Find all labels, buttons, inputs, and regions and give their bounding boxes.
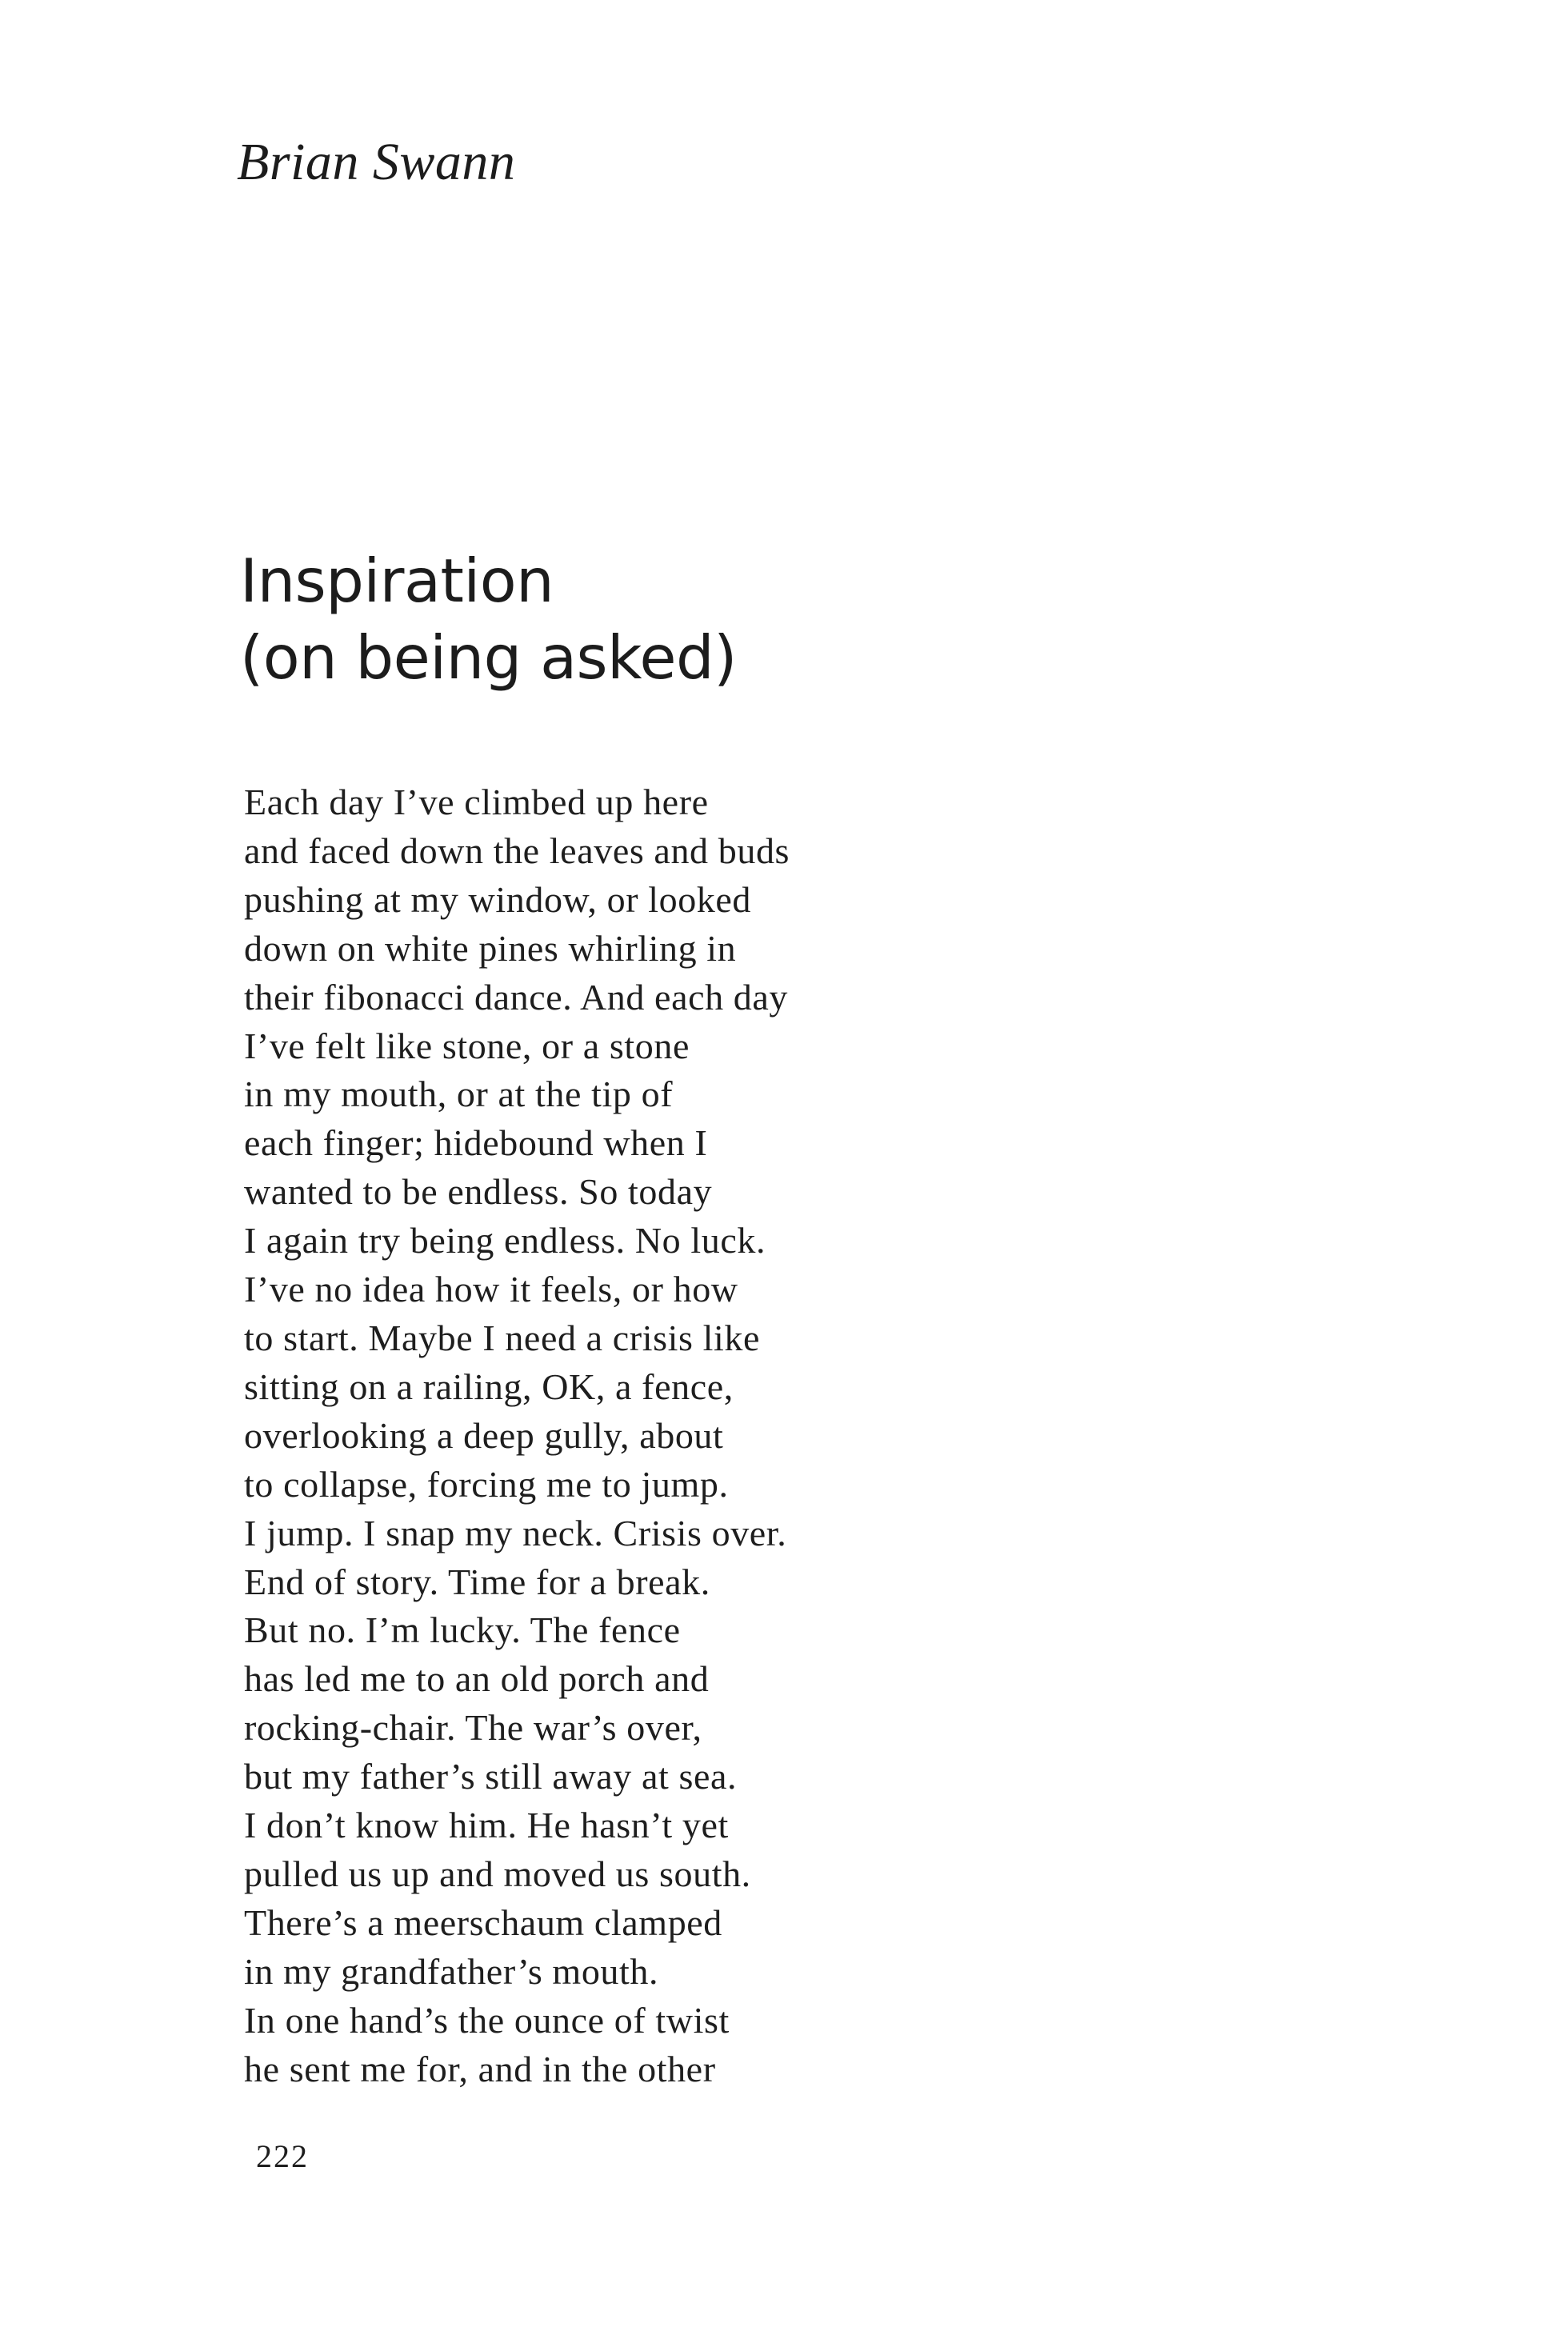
poem-line: I’ve felt like stone, or a stone xyxy=(244,1025,690,1066)
poem-line: End of story. Time for a break. xyxy=(244,1561,710,1602)
poem-line: in my mouth, or at the tip of xyxy=(244,1074,674,1115)
poem-line: But no. I’m lucky. The fence xyxy=(244,1609,681,1651)
poem-line: and faced down the leaves and buds xyxy=(244,830,790,871)
poem-line: he sent me for, and in the other xyxy=(244,2048,716,2089)
poem-line: sitting on a railing, OK, a fence, xyxy=(244,1365,734,1407)
poem-title xyxy=(240,542,737,696)
poem-line: rocking-chair. The war’s over, xyxy=(244,1707,702,1749)
poem-line: wanted to be endless. So today xyxy=(244,1171,713,1213)
author-name: Brian Swann xyxy=(237,133,516,191)
poem-line: to start. Maybe I need a crisis like xyxy=(244,1317,760,1358)
poem-line: overlooking a deep gully, about xyxy=(244,1414,724,1456)
poem-line: pushing at my window, or looked xyxy=(244,878,752,920)
poem-title-line: Inspiration xyxy=(240,546,554,617)
poem-line: pulled us up and moved us south. xyxy=(244,1853,751,1894)
poem-line: In one hand’s the ounce of twist xyxy=(244,1999,730,2041)
poem-line: but my father’s still away at sea. xyxy=(244,1756,738,1797)
poem-line: I jump. I snap my neck. Crisis over. xyxy=(244,1512,787,1553)
page-number: 222 xyxy=(256,2138,309,2174)
poem-line: down on white pines whirling in xyxy=(244,927,737,969)
poem-line: I’ve no idea how it feels, or how xyxy=(244,1269,738,1310)
poem-subtitle-line: (on being asked) xyxy=(240,622,737,694)
poem-line: in my grandfather’s mouth. xyxy=(244,1950,659,1992)
poem-line: I don’t know him. He hasn’t yet xyxy=(244,1805,729,1846)
poem-line: has led me to an old porch and xyxy=(244,1658,710,1700)
poem-body xyxy=(244,778,790,2093)
poem-line: to collapse, forcing me to jump. xyxy=(244,1463,729,1505)
poem-line: Each day I’ve climbed up here xyxy=(244,782,709,822)
poem-line: I again try being endless. No luck. xyxy=(244,1220,766,1261)
poem-line: There’s a meerschaum clamped xyxy=(244,1901,722,1943)
poem-line: their fibonacci dance. And each day xyxy=(244,976,789,1018)
poem-line: each finger; hidebound when I xyxy=(244,1122,708,1164)
